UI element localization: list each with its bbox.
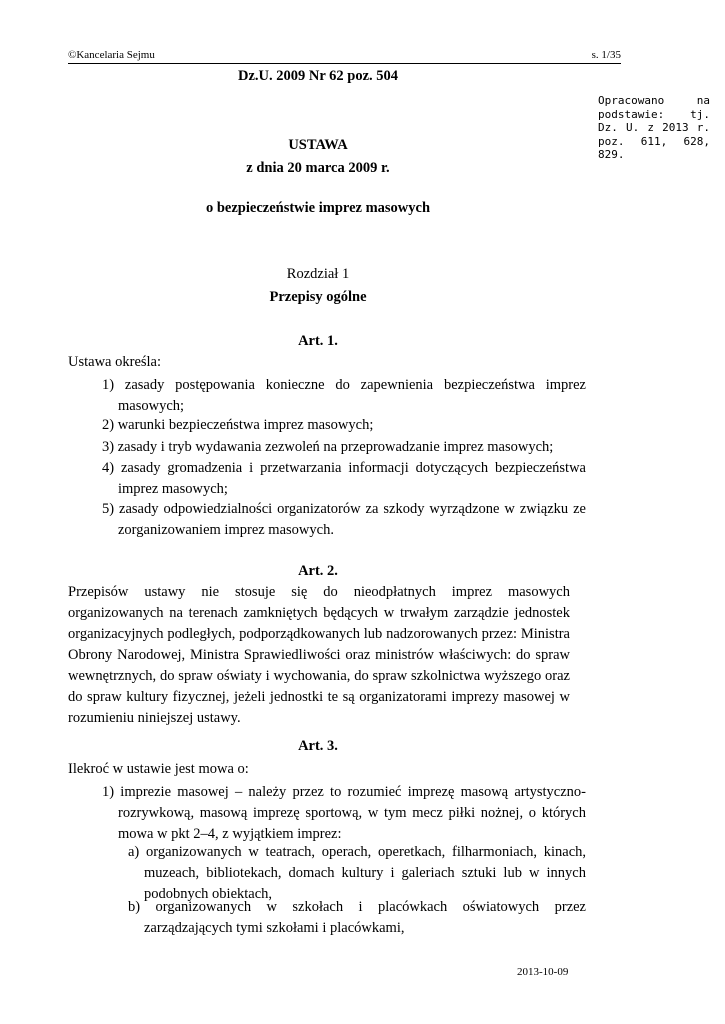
art1-item-1: 1) zasady postępowania konieczne do zapewnienia bezpieczeństwa imprez masowych; xyxy=(102,377,586,414)
art1-title: Art. 1. xyxy=(298,333,338,349)
art2-text: Przepisów ustawy nie stosuje się do nieodpłatnych imprez masowych organizowanych na terenach zamkniętych będących w trwałym zarządzie jednostek organizacyjnych podległych, podporządkowanych lub nadzorowanych przez: Ministra Obrony Narodowej, Ministra Sprawiedliwości oraz ministrów właściwych: do spraw wewnętrznych, do spraw oświaty i wychowania, do spraw szkolnictwa wyższego oraz do spraw kultury fizycznej, jeżeli jednostki te są organizatorami imprezy masowej w rozumieniu niniejszej ustawy. xyxy=(68,584,570,726)
art3-subitem-a: a) organizowanych w teatrach, operach, operetkach, filharmoniach, kinach, muzeach, bibliotekach, domach kultury i galeriach sztuki lub w innych podobnych obiektach, xyxy=(128,844,586,902)
side-note: Opracowano na podstawie: tj. Dz. U. z 2013 r. poz. 611, 628, 829. xyxy=(598,94,710,161)
art1-intro: Ustawa określa: xyxy=(68,354,162,370)
art3-item-1: 1) imprezie masowej – należy przez to rozumieć imprezę masową artystyczno-rozrywkową, masową imprezę sportową, w tym mecz piłki nożnej, o których mowa w pkt 2–4, z wyjątkiem imprez: xyxy=(102,784,586,842)
art3-intro: Ilekroć w ustawie jest mowa o: xyxy=(68,761,249,777)
art1-item-3: 3) zasady i tryb wydawania zezwoleń na przeprowadzanie imprez masowych; xyxy=(102,439,554,455)
chapter-number: Rozdział 1 xyxy=(286,266,350,282)
document-type: USTAWA xyxy=(288,137,348,153)
document-date: z dnia 20 marca 2009 r. xyxy=(246,160,390,176)
art3-subitem-b: b) organizowanych w szkołach i placówkach oświatowych przez zarządzających tymi szkołami i placówkami, xyxy=(128,899,586,936)
header-source: ©Kancelaria Sejmu xyxy=(68,49,155,61)
art1-item-4: 4) zasady gromadzenia i przetwarzania informacji dotyczących bezpieczeństwa imprez masowych; xyxy=(102,460,586,497)
chapter-title: Przepisy ogólne xyxy=(269,289,367,305)
art1-item-5: 5) zasady odpowiedzialności organizatorów za szkody wyrządzone w związku ze zorganizowaniem imprez masowych. xyxy=(102,501,586,538)
document-subject: o bezpieczeństwie imprez masowych xyxy=(205,200,431,216)
art2-title: Art. 2. xyxy=(298,563,338,579)
page-header xyxy=(68,48,621,64)
journal-reference: Dz.U. 2009 Nr 62 poz. 504 xyxy=(237,68,399,84)
header-page-number: s. 1/35 xyxy=(591,49,621,61)
footer-date: 2013-10-09 xyxy=(517,966,569,978)
art3-title: Art. 3. xyxy=(298,738,338,754)
art1-item-2: 2) warunki bezpieczeństwa imprez masowych; xyxy=(102,417,374,433)
